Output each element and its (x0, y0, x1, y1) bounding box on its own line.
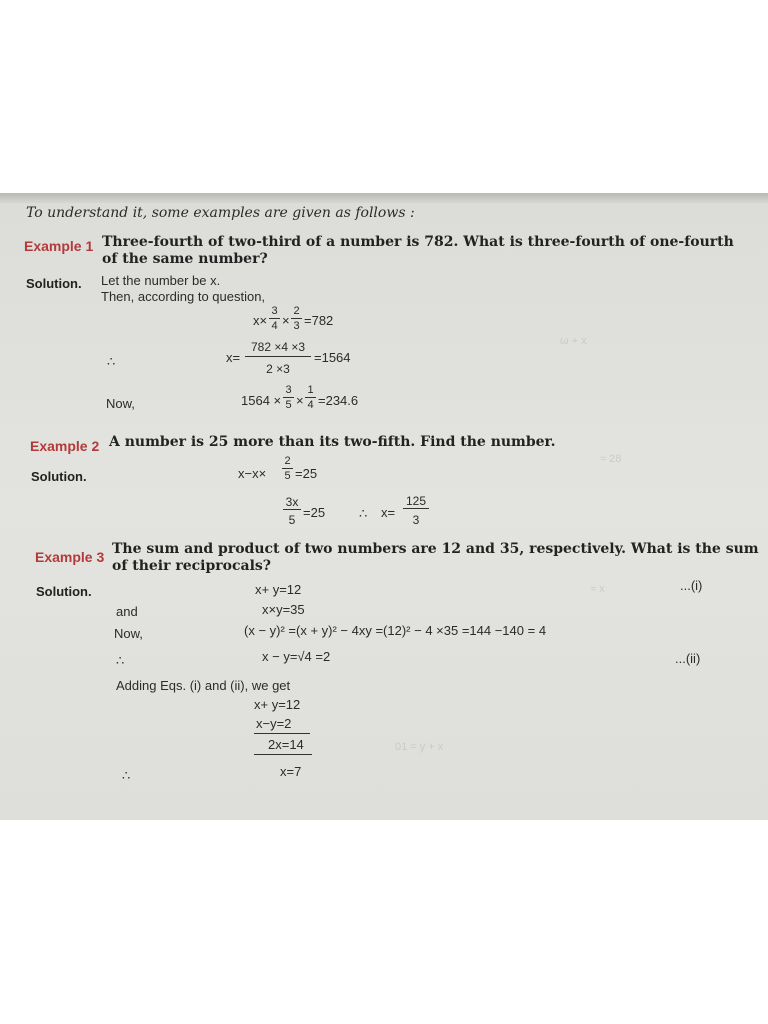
ex1-eq1-prefix: x× (253, 313, 268, 328)
example-3-now-label: Now, (114, 626, 143, 641)
addition-rule (254, 754, 312, 755)
bleed-through-text: 01 = y + x (395, 741, 444, 753)
example-1-question-line1: Three-fourth of two-third of a number is 782. What is three-fourth of one-fourth (102, 234, 734, 250)
example-1-now-label: Now, (106, 396, 135, 411)
ex1-eq1-rhs: =782 (304, 313, 334, 328)
ex2-eq1-fraction (282, 456, 293, 482)
fraction-numerator: 3 (283, 385, 294, 398)
ex3-eq1: x+ y=12 (255, 582, 302, 597)
ex1-eq3-fraction-2 (305, 385, 316, 411)
ex3-eq2: x×y=35 (262, 602, 305, 617)
ex1-eq2-fraction (245, 341, 311, 375)
example-3-question-line2: of their reciprocals? (112, 558, 271, 574)
bleed-through-text: ω + x (560, 335, 587, 347)
fraction-denominator: 3 (293, 320, 300, 332)
ex3-result: x=7 (280, 764, 302, 779)
example-2-solution-label: Solution. (31, 469, 87, 484)
ex3-eq1-tag: ...(i) (680, 578, 703, 593)
textbook-page (0, 193, 768, 820)
ex1-eq1-times: × (282, 313, 290, 328)
ex2-eq2-rhs: =25 (303, 505, 326, 520)
ex1-eq2-rhs: =1564 (314, 350, 351, 365)
ex3-eq4-tag: ...(ii) (675, 651, 701, 666)
fraction-numerator: 125 (403, 495, 429, 509)
example-1-label: Example 1 (24, 238, 94, 254)
ex2-eq1-rhs: =25 (295, 466, 318, 481)
fraction-numerator: 3 (269, 306, 280, 319)
fraction-denominator: 3 (412, 513, 420, 527)
addition-rule (254, 733, 310, 734)
therefore-symbol: ∴ (116, 653, 125, 668)
example-1-question-line2: of the same number? (102, 251, 268, 267)
ex1-eq3-rhs: =234.6 (318, 393, 359, 408)
ex1-eq3-times: × (296, 393, 304, 408)
example-2-label: Example 2 (30, 438, 100, 454)
ex2-eq3-lhs: x= (381, 505, 396, 520)
fraction-denominator: 5 (288, 513, 296, 527)
fraction-numerator: 2 (282, 456, 293, 469)
intro-text: To understand it, some examples are given as follows : (26, 205, 415, 221)
ex2-eq3-fraction (403, 495, 429, 526)
example-1-line2: Then, according to question, (101, 289, 266, 304)
fraction-numerator: 782 ×4 ×3 (245, 341, 311, 357)
example-2-question: A number is 25 more than its two-fifth. Find the number. (109, 434, 556, 450)
therefore-symbol: ∴ (122, 768, 131, 783)
bleed-through-text: ≈ 28 (600, 453, 622, 465)
ex3-add-line3: 2x=14 (268, 737, 304, 752)
example-3-and-label: and (116, 604, 138, 619)
ex3-eq3: (x − y)² =(x + y)² − 4xy =(12)² − 4 ×35 =144 −140 = 4 (244, 623, 547, 638)
ex1-eq3-prefix: 1564 × (241, 393, 282, 408)
page-top-edge (0, 193, 768, 203)
ex3-add-line1: x+ y=12 (254, 697, 301, 712)
ex1-eq1-fraction-2 (291, 306, 302, 332)
example-3-label: Example 3 (35, 549, 105, 565)
ex1-eq3-fraction-1 (283, 385, 294, 411)
fraction-numerator: 2 (291, 306, 302, 319)
bleed-through-text: ≈ x (590, 583, 605, 595)
ex3-eq4: x − y=√4 =2 (262, 649, 331, 664)
fraction-numerator: 3x (283, 496, 301, 510)
example-3-adding-text: Adding Eqs. (i) and (ii), we get (116, 678, 291, 693)
example-3-solution-label: Solution. (36, 584, 92, 599)
ex1-eq1-fraction-1 (269, 306, 280, 332)
fraction-denominator: 5 (285, 399, 292, 411)
fraction-denominator: 4 (307, 399, 314, 411)
therefore-symbol: ∴ (359, 506, 368, 521)
ex1-eq2-lhs: x= (226, 350, 241, 365)
example-1-solution-label: Solution. (26, 276, 82, 291)
fraction-denominator: 2 ×3 (266, 362, 290, 376)
example-3-question-line1: The sum and product of two numbers are 12 and 35, respectively. What is the sum (112, 541, 759, 557)
ex3-add-line2: x−y=2 (256, 716, 292, 731)
therefore-symbol: ∴ (107, 354, 116, 369)
fraction-denominator: 4 (271, 320, 278, 332)
fraction-numerator: 1 (305, 385, 316, 398)
example-1-line1: Let the number be x. (101, 273, 221, 288)
ex2-eq2-fraction (283, 496, 301, 526)
ex2-eq1-prefix: x−x× (238, 466, 267, 481)
fraction-denominator: 5 (284, 470, 291, 482)
